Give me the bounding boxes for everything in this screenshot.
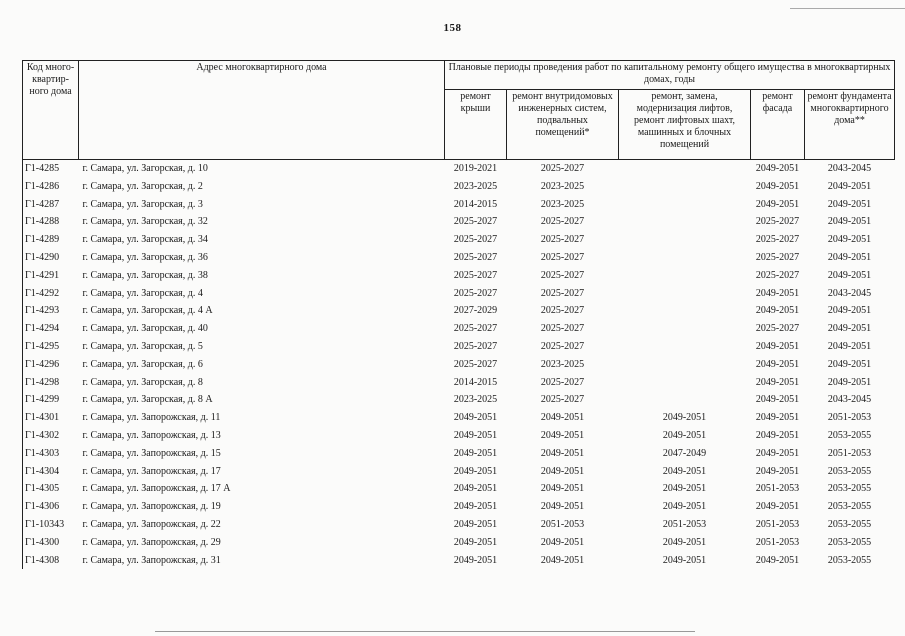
row-lifts [619,320,751,338]
row-code: Г1-4306 [23,498,79,516]
row-roof: 2019-2021 [453,163,498,174]
table-row [23,320,895,338]
table-row [23,160,895,178]
row-lifts [619,178,751,196]
row-lifts: 2049-2051 [662,536,707,548]
row-address: г. Самара, ул. Загорская, д. 8 А [82,394,213,406]
table-row [23,302,895,320]
row-facade: 2051-2053 [755,483,800,495]
row-facade: 2049-2051 [755,340,800,352]
header-code: Код много-квартир-ного дома [23,61,79,160]
row-internal: 2023-2025 [540,198,585,210]
row-address: г. Самара, ул. Загорская, д. 36 [82,251,208,263]
row-roof: 2014-2015 [453,376,498,388]
row-foundation: 2053-2055 [827,429,872,441]
row-lifts [619,249,751,267]
row-address: г. Самара, ул. Загорская, д. 3 [82,198,203,210]
table-body [23,160,895,570]
row-foundation: 2053-2055 [827,554,872,566]
row-internal: 2025-2027 [540,376,585,388]
row-code: Г1-4285 [23,160,79,178]
row-lifts: 2049-2051 [662,483,707,495]
row-foundation: 2053-2055 [827,501,872,513]
row-code: Г1-4308 [23,552,79,570]
row-roof: 2027-2029 [453,305,498,317]
row-roof: 2025-2027 [453,216,498,228]
row-internal: 2049-2051 [540,412,585,424]
row-lifts [619,267,751,285]
header-facade: ремонт фасада [751,90,805,160]
table-row [23,391,895,409]
row-roof: 2025-2027 [453,358,498,370]
row-roof: 2049-2051 [453,412,498,424]
row-facade: 2049-2051 [755,394,800,406]
table-row [23,249,895,267]
row-roof: 2025-2027 [453,234,498,246]
row-facade: 2025-2027 [755,269,800,281]
table-row [23,427,895,445]
row-foundation: 2043-2045 [827,287,872,299]
row-lifts [619,231,751,249]
row-internal: 2025-2027 [540,216,585,228]
row-address: г. Самара, ул. Запорожская, д. 31 [82,554,221,566]
table-row [23,267,895,285]
row-lifts [619,302,751,320]
table-row [23,338,895,356]
row-foundation: 2049-2051 [827,358,872,370]
row-facade: 2049-2051 [755,465,800,477]
row-address: г. Самара, ул. Запорожская, д. 19 [82,501,221,513]
page-number: 158 [443,22,462,34]
row-roof: 2025-2027 [453,269,498,281]
row-internal: 2025-2027 [540,287,585,299]
row-foundation: 2049-2051 [827,251,872,263]
row-foundation: 2053-2055 [827,483,872,495]
row-foundation: 2049-2051 [827,269,872,281]
table-row [23,213,895,231]
row-internal: 2025-2027 [540,163,585,174]
row-roof: 2049-2051 [453,447,498,459]
row-address: г. Самара, ул. Загорская, д. 8 [82,376,203,388]
row-address: г. Самара, ул. Запорожская, д. 15 [82,447,221,459]
row-internal: 2049-2051 [540,554,585,566]
row-lifts [619,160,751,178]
row-internal: 2025-2027 [540,269,585,281]
row-facade: 2049-2051 [755,554,800,566]
row-foundation: 2049-2051 [827,323,872,335]
row-lifts [619,356,751,374]
table-row [23,196,895,214]
row-facade: 2049-2051 [755,198,800,210]
row-roof: 2025-2027 [453,340,498,352]
row-code: Г1-4286 [23,178,79,196]
row-foundation: 2053-2055 [827,518,872,530]
row-code: Г1-4287 [23,196,79,214]
table-row [23,409,895,427]
row-lifts: 2049-2051 [662,429,707,441]
row-lifts [619,374,751,392]
row-roof: 2025-2027 [453,287,498,299]
row-internal: 2023-2025 [540,358,585,370]
table-row [23,231,895,249]
row-roof: 2023-2025 [453,180,498,192]
row-internal: 2051-2053 [540,518,585,530]
row-lifts [619,285,751,303]
row-internal: 2049-2051 [540,483,585,495]
table-row [23,445,895,463]
row-roof: 2049-2051 [453,483,498,495]
table-row [23,516,895,534]
row-foundation: 2051-2053 [827,412,872,424]
table-row [23,463,895,481]
row-address: г. Самара, ул. Запорожская, д. 11 [82,412,221,424]
row-internal: 2025-2027 [540,394,585,406]
row-code: Г1-4304 [23,463,79,481]
row-address: г. Самара, ул. Загорская, д. 38 [82,269,208,281]
row-facade: 2051-2053 [755,518,800,530]
table-row [23,178,895,196]
row-address: г. Самара, ул. Загорская, д. 5 [82,340,203,352]
header-internal: ремонт внутридомовых инженерных систем, подвальных помещений* [507,90,619,160]
row-code: Г1-4303 [23,445,79,463]
row-facade: 2049-2051 [755,429,800,441]
row-lifts: 2049-2051 [662,465,707,477]
row-address: г. Самара, ул. Загорская, д. 34 [82,234,208,246]
row-code: Г1-4296 [23,356,79,374]
row-address: г. Самара, ул. Загорская, д. 4 [82,287,203,299]
row-code: Г1-4299 [23,391,79,409]
row-internal: 2049-2051 [540,465,585,477]
table-row [23,285,895,303]
row-facade: 2049-2051 [755,163,800,174]
header-roof: ремонт крыши [445,90,507,160]
row-address: г. Самара, ул. Загорская, д. 2 [82,180,203,192]
row-facade: 2049-2051 [755,358,800,370]
row-address: г. Самара, ул. Загорская, д. 4 А [82,305,213,317]
row-code: Г1-4294 [23,320,79,338]
row-code: Г1-4288 [23,213,79,231]
row-lifts [619,213,751,231]
row-roof: 2049-2051 [453,518,498,530]
row-foundation: 2053-2055 [827,536,872,548]
row-facade: 2025-2027 [755,251,800,263]
row-foundation: 2049-2051 [827,180,872,192]
row-roof: 2049-2051 [453,429,498,441]
row-facade: 2025-2027 [755,216,800,228]
row-facade: 2049-2051 [755,305,800,317]
row-code: Г1-4292 [23,285,79,303]
row-internal: 2025-2027 [540,323,585,335]
row-lifts: 2049-2051 [662,412,707,424]
row-code: Г1-4298 [23,374,79,392]
table-row [23,498,895,516]
header-address: Адрес многоквартирного дома [79,61,445,160]
row-foundation: 2051-2053 [827,447,872,459]
row-lifts: 2049-2051 [662,554,707,566]
row-facade: 2049-2051 [755,376,800,388]
row-internal: 2025-2027 [540,234,585,246]
table-row [23,534,895,552]
row-roof: 2025-2027 [453,251,498,263]
row-foundation: 2049-2051 [827,198,872,210]
table-row [23,374,895,392]
row-foundation: 2053-2055 [827,465,872,477]
row-address: г. Самара, ул. Загорская, д. 32 [82,216,208,228]
row-internal: 2025-2027 [540,251,585,263]
row-code: Г1-4289 [23,231,79,249]
row-lifts [619,391,751,409]
row-foundation: 2049-2051 [827,216,872,228]
scan-artifact-line [155,631,695,632]
row-address: г. Самара, ул. Запорожская, д. 13 [82,429,221,441]
row-roof: 2023-2025 [453,394,498,406]
row-roof: 2025-2027 [453,323,498,335]
row-foundation: 2049-2051 [827,340,872,352]
row-facade: 2049-2051 [755,287,800,299]
row-facade: 2049-2051 [755,412,800,424]
row-facade: 2025-2027 [755,323,800,335]
row-facade: 2025-2027 [755,234,800,246]
row-facade: 2051-2053 [755,536,800,548]
row-foundation: 2049-2051 [827,305,872,317]
row-roof: 2049-2051 [453,501,498,513]
row-foundation: 2043-2045 [827,394,872,406]
row-roof: 2049-2051 [453,465,498,477]
row-lifts: 2051-2053 [662,518,707,530]
row-roof: 2049-2051 [453,536,498,548]
row-address: г. Самара, ул. Запорожская, д. 17 А [82,483,231,495]
row-address: г. Самара, ул. Запорожская, д. 29 [82,536,221,548]
repair-schedule-table [22,60,895,569]
row-roof: 2014-2015 [453,198,498,210]
header-lifts: ремонт, замена, модернизация лифтов, ремонт лифтовых шахт, машинных и блочных помещений [619,90,751,160]
row-address: г. Самара, ул. Загорская, д. 6 [82,358,203,370]
row-internal: 2049-2051 [540,429,585,441]
row-code: Г1-4300 [23,534,79,552]
row-code: Г1-4290 [23,249,79,267]
row-facade: 2049-2051 [755,501,800,513]
row-code: Г1-4293 [23,302,79,320]
row-internal: 2025-2027 [540,340,585,352]
row-internal: 2049-2051 [540,447,585,459]
row-internal: 2049-2051 [540,536,585,548]
row-address: г. Самара, ул. Запорожская, д. 22 [82,518,221,530]
row-facade: 2049-2051 [755,447,800,459]
scan-artifact-line [790,8,905,9]
row-foundation: 2043-2045 [827,163,872,174]
row-lifts [619,196,751,214]
row-foundation: 2049-2051 [827,234,872,246]
table-row [23,480,895,498]
row-code: Г1-4302 [23,427,79,445]
row-address: г. Самара, ул. Запорожская, д. 17 [82,465,221,477]
row-lifts [619,338,751,356]
row-code: Г1-4301 [23,409,79,427]
row-address: г. Самара, ул. Загорская, д. 10 [82,163,208,174]
row-internal: 2025-2027 [540,305,585,317]
row-foundation: 2049-2051 [827,376,872,388]
row-lifts: 2047-2049 [662,447,707,459]
table-row [23,552,895,570]
row-code: Г1-4305 [23,480,79,498]
row-code: Г1-10343 [23,516,79,534]
row-address: г. Самара, ул. Загорская, д. 40 [82,323,208,335]
table-row [23,356,895,374]
row-roof: 2049-2051 [453,554,498,566]
row-internal: 2049-2051 [540,501,585,513]
header-foundation: ремонт фундамента многоквартирного дома** [805,90,895,160]
row-facade: 2049-2051 [755,180,800,192]
row-code: Г1-4291 [23,267,79,285]
header-periods: Плановые периоды проведения работ по капитальному ремонту общего имущества в многоквартирных домах, годы [445,61,895,90]
row-internal: 2023-2025 [540,180,585,192]
row-code: Г1-4295 [23,338,79,356]
row-lifts: 2049-2051 [662,501,707,513]
